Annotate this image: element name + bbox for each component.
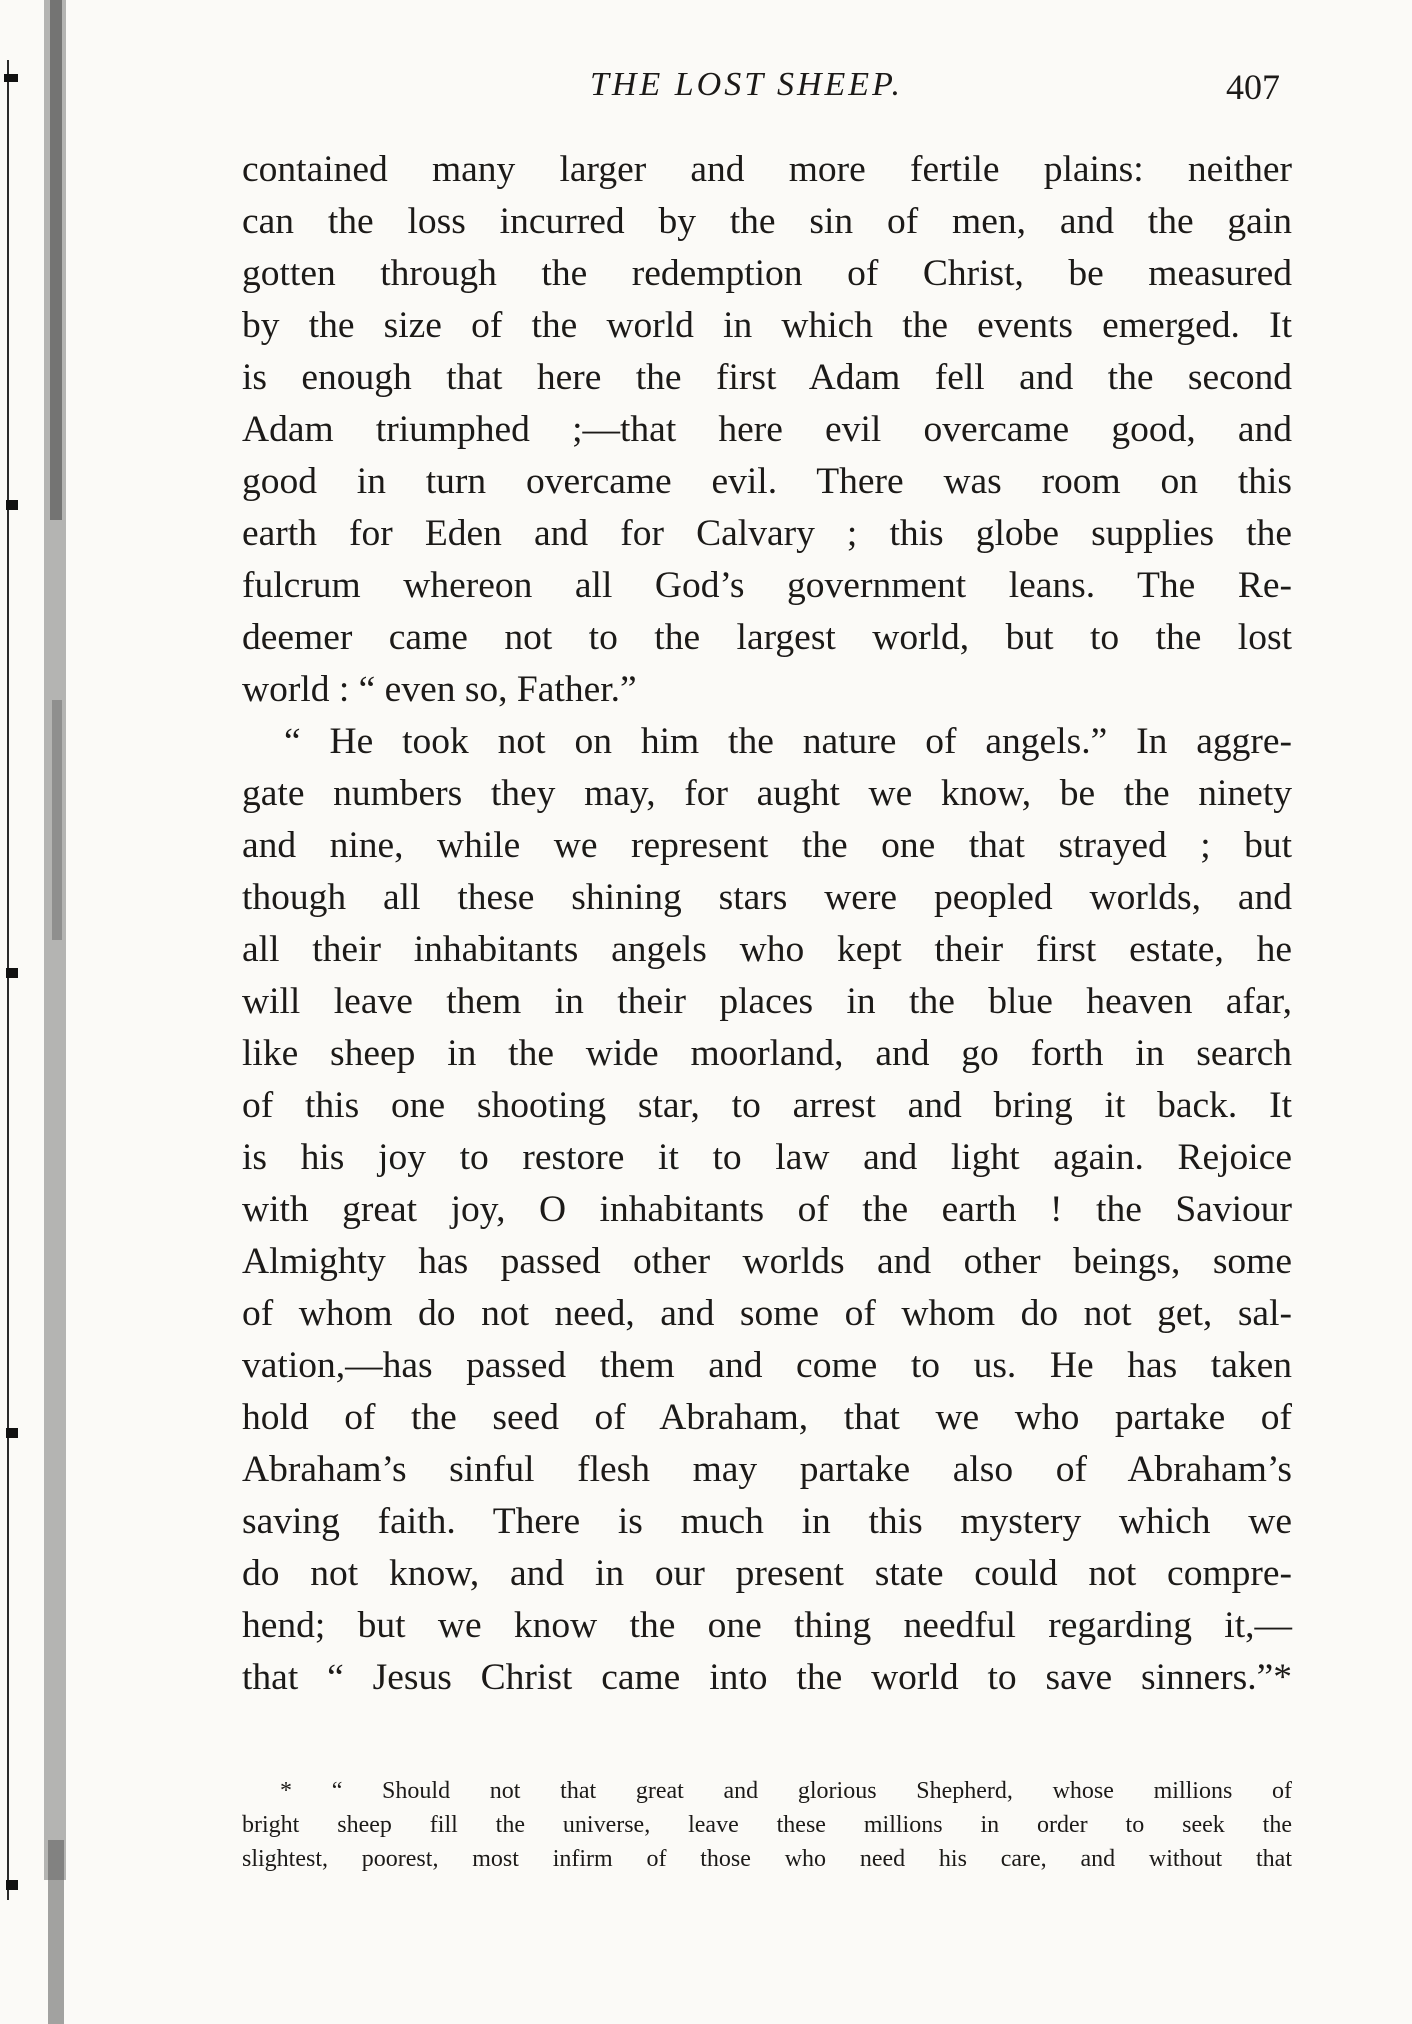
text-line: gate numbers they may, for aught we know, be the ninety (242, 773, 1292, 814)
text-line: deemer came not to the largest world, but to the lost (242, 617, 1292, 658)
scan-binding-edge (0, 0, 90, 2024)
text-line: that “ Jesus Christ came into the world to save sinners.”* (242, 1657, 1292, 1698)
text-line: can the loss incurred by the sin of men, and the gain (242, 201, 1292, 242)
text-line: like sheep in the wide moorland, and go forth in search (242, 1033, 1292, 1074)
footnote-line: slightest, poorest, most infirm of those who need his care, and without that (242, 1846, 1292, 1872)
text-line: is enough that here the first Adam fell and the second (242, 357, 1292, 398)
footnote (242, 1774, 1292, 1876)
text-line: Abraham’s sinful flesh may partake also of Abraham’s (242, 1449, 1292, 1490)
text-line: fulcrum whereon all God’s government leans. The Re- (242, 565, 1292, 606)
text-line: Almighty has passed other worlds and other beings, some (242, 1241, 1292, 1282)
text-line: with great joy, O inhabitants of the earth ! the Saviour (242, 1189, 1292, 1230)
text-line: world : “ even so, Father.” (242, 669, 637, 710)
text-line: will leave them in their places in the blue heaven afar, (242, 981, 1292, 1022)
text-line: “ He took not on him the nature of angels.” In aggre- (284, 721, 1292, 762)
text-line: all their inhabitants angels who kept their first estate, he (242, 929, 1292, 970)
text-line: of this one shooting star, to arrest and bring it back. It (242, 1085, 1292, 1126)
text-line: earth for Eden and for Calvary ; this globe supplies the (242, 513, 1292, 554)
text-line: vation,—has passed them and come to us. He has taken (242, 1345, 1292, 1386)
page-number: 407 (1226, 67, 1280, 107)
text-line: gotten through the redemption of Christ, be measured (242, 253, 1292, 294)
text-line: contained many larger and more fertile plains: neither (242, 149, 1292, 190)
text-line: and nine, while we represent the one that strayed ; but (242, 825, 1292, 866)
text-line: good in turn overcame evil. There was room on this (242, 461, 1292, 502)
text-line: by the size of the world in which the events emerged. It (242, 305, 1292, 346)
text-line: do not know, and in our present state could not compre- (242, 1553, 1292, 1594)
text-line: hold of the seed of Abraham, that we who partake of (242, 1397, 1292, 1438)
running-title: THE LOST SHEEP. (590, 66, 903, 103)
body-text (242, 144, 1292, 1704)
text-line: is his joy to restore it to law and light again. Rejoice (242, 1137, 1292, 1178)
footnote-line: bright sheep fill the universe, leave these millions in order to seek the (242, 1812, 1292, 1838)
text-line: hend; but we know the one thing needful regarding it,— (242, 1605, 1292, 1646)
text-line: of whom do not need, and some of whom do not get, sal- (242, 1293, 1292, 1334)
footnote-line: * “ Should not that great and glorious Shepherd, whose millions of (280, 1778, 1292, 1804)
text-line: Adam triumphed ;—that here evil overcame good, and (242, 409, 1292, 450)
text-line: saving faith. There is much in this mystery which we (242, 1501, 1292, 1542)
text-line: though all these shining stars were peopled worlds, and (242, 877, 1292, 918)
